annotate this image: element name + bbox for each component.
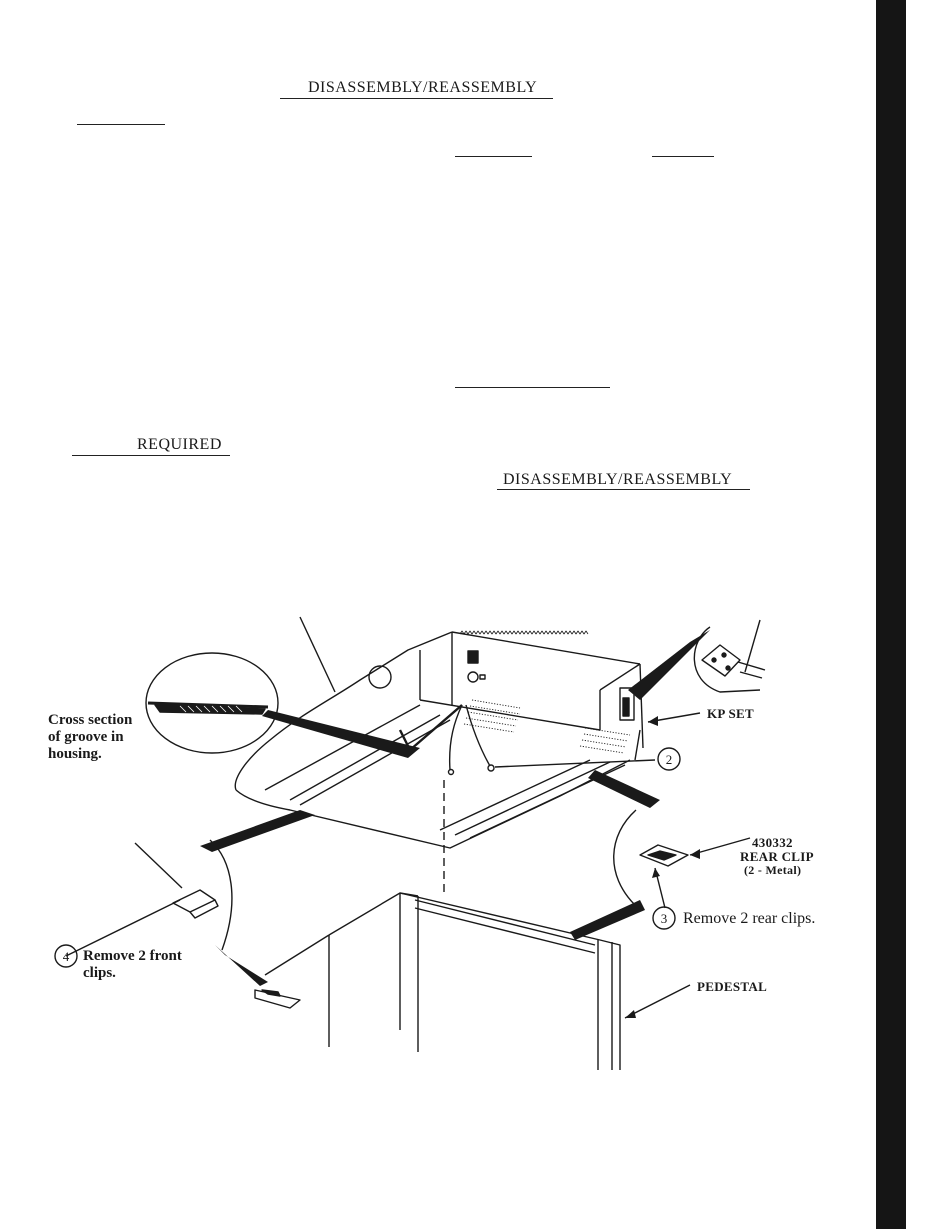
- step-4-instruction-line1: Remove 2 front: [83, 948, 182, 964]
- step-3-instruction: Remove 2 rear clips.: [683, 910, 816, 927]
- pedestal-label: PEDESTAL: [697, 979, 768, 994]
- wire-harness: [450, 705, 490, 770]
- step-4-instruction-line2: clips.: [83, 965, 116, 981]
- vent-grille: [464, 700, 630, 753]
- plug-magnifier: [628, 620, 765, 700]
- section-heading-top: DISASSEMBLY/REASSEMBLY: [308, 79, 538, 96]
- kp-set-label: KP SET: [707, 706, 754, 721]
- callout-2-number: 2: [665, 752, 673, 767]
- rear-clip-label: REAR CLIP: [740, 849, 814, 864]
- section-heading-required: REQUIRED: [137, 436, 222, 453]
- cross-section-label: Cross section of groove in housing.: [48, 712, 133, 762]
- section-heading-mid: DISASSEMBLY/REASSEMBLY: [503, 471, 733, 488]
- leader-line: [300, 617, 335, 692]
- part-number-label: 430332: [752, 835, 793, 850]
- pedestal: [255, 893, 620, 1070]
- rear-clip-qty-label: (2 - Metal): [744, 863, 802, 877]
- callout-4-number: 4: [62, 949, 70, 964]
- callout-3-number: 3: [660, 911, 668, 926]
